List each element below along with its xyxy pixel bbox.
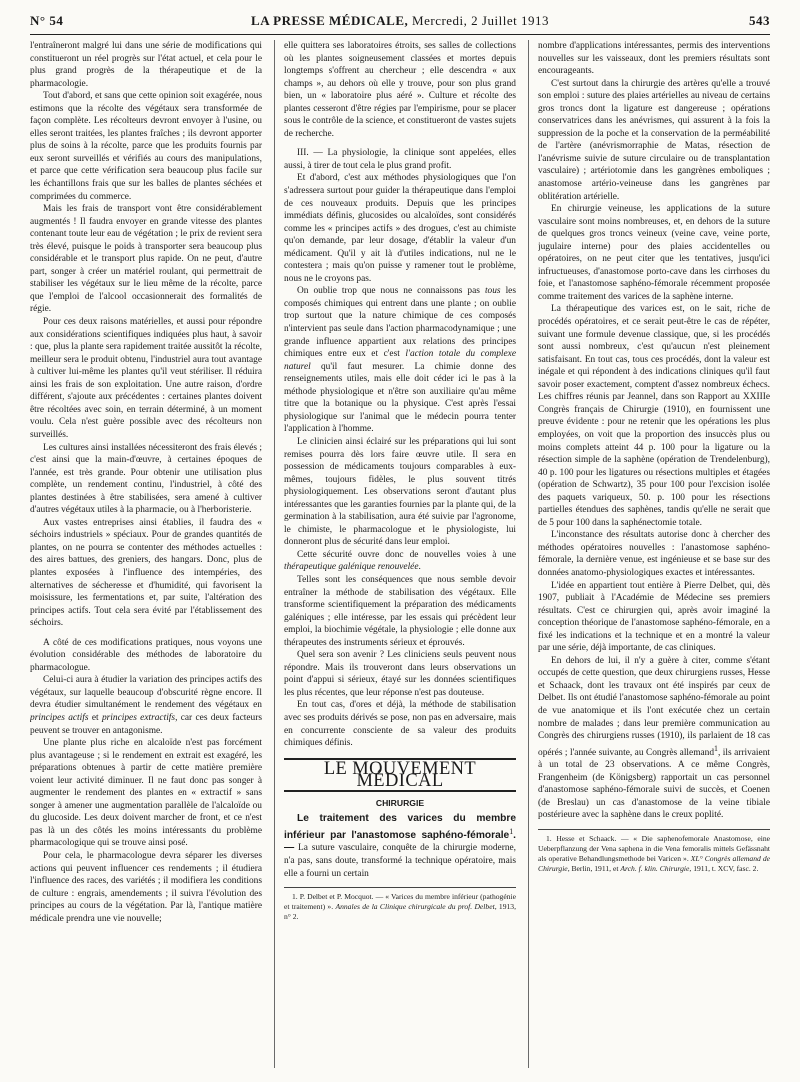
paragraph: L'inconstance des résultats autorise donc à chercher des méthodes opératoires nouvelles : l'anastomose saphéno-fémorale, la dernière venue, est ingénieuse et se base sur des données anatomo-physiologiques exactes et intéressantes. <box>538 530 770 578</box>
italic-text: l'action totale du complexe naturel <box>284 349 516 372</box>
text-run: , Berlin, 1911, et <box>567 864 621 874</box>
article-text: La suture vasculaire, conquête de la chirurgie moderne, n'a pas, sans doute, transformé la technique opératoire, mais elle a fourni un certain <box>284 843 516 879</box>
journal-title <box>30 13 770 29</box>
text-run: , 1911, t. XCV, fasc. 2. <box>689 864 759 874</box>
paragraph: Tout d'abord, et sans que cette opinion soit exagérée, nous estimons que la récolte des végétaux sera transformée de façon complète. Les récolteurs devront envoyer à l'usine, ou elles seront traitées, les plantes fraîches ; ils devront apporter plus de soins à la récolte, parce que les produits fournis par eux seront surveillés et vérifiés au cours des manipulations, et parce que cette vérification sera beaucoup plus facile sur les échantillons frais que sur les balles de plantes séchées et comprimées du commerce. <box>30 91 262 202</box>
italic-text: Arch. f. klin. Chirurgie <box>620 864 690 874</box>
text-run: , ils arrivaient à un total de 23 observations. A ce même Congrès, Frangenheim (de Königsberg) rapportait un cas personnel d'anastomose saphéno-fémorale suivi de succès, et Coenen (de Breslau) un cas d'anastomose de la veine tibiale postérieure avec la saphène dans le creux poplité. <box>538 747 770 821</box>
paragraph: Une plante plus riche en alcaloïde n'est pas forcément plus avantageuse ; si le rendement en extrait est exagéré, les préparations obtenues à partir de cette matière première voient leur activité diminuer. Il ne faut donc pas songer à augmenter le rendement des plantes en « extractif » sans songer à amener une augmentation parallèle de l'alcaloïde ou du glucoside. Les deux doivent marcher de front, et ce n'est pas là un des côtés les moins intéressants du problème pharmacologique qui se trouve ainsi posé. <box>30 738 262 849</box>
column-1 <box>30 40 262 1068</box>
text-run: et <box>88 712 102 723</box>
column-2 <box>284 40 516 1068</box>
paragraph: En tout cas, d'ores et déjà, la méthode de stabilisation avec ses produits dérivés se pose, non pas en adversaire, mais en concurrente consciente de sa valeur des produits chimiques définis. <box>284 700 516 749</box>
paragraph: C'est surtout dans la chirurgie des artères qu'elle a trouvé son emploi : suture des plaies artérielles au niveau de certains gros troncs dont la ligature est dangereuse ; opérations conservatrices dans les anévrismes, qui assurent à la fois la suppression de la poche et la conservation de la perméabilité de l'artère (anévrismorraphie de Matas, résection de l'anévrisme suivie de suture circulaire ou de transplantation vasculaire) ; artériotomie dans les gangrènes emboliques ; anastomose artério-veineuse dans les gangrènes par oblitération artérielle. <box>538 78 770 202</box>
paragraph: Pour ces deux raisons matérielles, et aussi pour répondre aux considérations scientifiques indiquées plus haut, à savoir : que, plus la plante sera rapidement traitée aussitôt la récolte, meilleur sera le produit obtenu, l'industriel aura tout avantage à cultiver lui-même les plantes qu'il veut stériliser. Il réduira ainsi les frais de son exploitation. Une autre raison, d'ordre différent, s'ajoute aux précédentes : certaines plantes doivent être récoltées avec soin, en terrain déterminé, à un moment voulu. Cela n'est guère possible avec des récolteurs non surveillés. <box>30 317 262 440</box>
italic-text: Annales de la Clinique chirurgicale du prof. Delbet <box>335 902 495 912</box>
italic-text: thérapeutique galénique renouvelée <box>284 562 419 573</box>
footnote-text <box>538 834 770 874</box>
paragraph: Pour cela, le pharmacologue devra séparer les diverses actions qui peuvent influencer ces rendements ; il étudiera l'influence des races, des variétés ; il modifiera les conditions de culture : engrais, amendements ; il suivra l'évolution des principes au cours de la végétation. Par là, l'antique matière médicale prendra une vie nouvelle; <box>30 851 262 924</box>
footnote-ref: 1 <box>714 743 718 753</box>
italic-text: principes extractifs <box>101 712 176 723</box>
article-title-dash: . — <box>284 829 516 854</box>
text-run: les composés chimiques qui entrent dans une plante ; on oublie trop surtout que la nature chimique de ces composés n'intervient pas seule dans l'action pharmacodynamique ; une grande influence appartient aux relations des principes chimiques entre eux et c'est <box>284 286 516 360</box>
column-3 <box>538 40 770 1068</box>
text-run: Cette sécurité ouvre donc de nouvelles voies à une <box>297 549 516 560</box>
paragraph: Mais les frais de transport vont être considérablement augmentés ! Il faudra envoyer en grande vitesse des plantes contenant toute leur eau de végétation ; le prix de revient sera très élevé, puisque le poids à transporter sera beaucoup plus considérable et le transport plus rapide. On ne peut, d'autre part, songer à créer un matériel roulant, qui permettrait de stabiliser les végétaux sur le lieu même de la récolte, parce que l'emploi de l'alcool occasionnerait des formalités de régie. <box>30 204 262 315</box>
column-rule <box>274 40 275 1068</box>
italic-text: principes actifs <box>30 712 89 723</box>
section-banner: LE MOUVEMENT MÉDICAL <box>284 758 516 792</box>
paragraph <box>30 674 262 737</box>
text-run: . <box>418 562 421 573</box>
footnote <box>284 887 516 922</box>
paragraph: Et d'abord, c'est aux méthodes physiologiques que l'on s'adressera surtout pour guider la thérapeutique dans l'emploi de ces nouveaux produits. Depuis que les principes immédiats définis, glucosides ou alcaloïdes, sont considérés comme les « principes actifs » des drogues, c'est au chimiste qu'on demande, par leur dosage, d'établir la valeur d'un médicament. Qu'il y ait là d'utiles indications, nul ne le contestera ; mais qu'on puisse y ramener tout le problème, nous ne le croyons pas. <box>284 173 516 284</box>
text-run: 1. P. Delbet et P. Mocquot. — « Varices du membre inférieur (pathogénie et traitement) ». <box>284 892 516 912</box>
paragraph: L'idée en appartient tout entière à Pierre Delbet, qui, dès 1907, publiait à l'Académie de Médecine ses premiers résultats. C'est ce chirurgien qui, après avoir imaginé la conception théorique de l'anastomose saphéno-fémorale, en a fixé les indications et la technique et en a montré la valeur par une série, déjà importante, de cas cliniques. <box>538 580 770 654</box>
paragraph: l'entraîneront malgré lui dans une série de modifications qui constitueront un réel progrès sur l'état actuel, et cela pour le plus grand progrès de la thérapeutique et de la pharmacologie. <box>30 41 262 89</box>
paragraph: Quel sera son avenir ? Les cliniciens seuls peuvent nous répondre. Mais ils trouveront dans leurs observations un point d'appui si sérieux, étayé sur les données scientifiques les plus récentes, que leur réponse n'est pas douteuse. <box>284 650 516 698</box>
text-run: , 1913, n° 2. <box>284 902 516 922</box>
issue-date: Mercredi, 2 Juillet 1913 <box>412 13 549 28</box>
paragraph: En chirurgie veineuse, les applications de la suture vasculaire sont moins nombreuses, et, en dehors de la suture de quelques gros troncs veineux (veine cave, veine porte, jugulaire interne) pour des plaies accidentelles ou opératoires, on ne peut citer que les tentatives, jusqu'ici infructueuses, d'anastomose porto-cave dans les cirrhoses du foie, et l'anastomose saphéno-fémorale récemment proposée comme traitement des varices de la saphène interne. <box>538 204 770 302</box>
issue-number: N° 54 <box>30 13 64 28</box>
paragraph <box>538 655 770 822</box>
paragraph: nombre d'applications intéressantes, permis des interventions nouvelles sur les vaisseaux, dont les premiers résultats sont encourageants. <box>538 41 770 77</box>
text-run: , car ces deux facteurs peuvent se trouver en antagonisme. <box>30 712 262 736</box>
italic-text: XL° Congrès allemand de Chirurgie <box>538 854 770 874</box>
paragraph: La thérapeutique des varices est, on le sait, riche de procédés opératoires, et ce serait peut-être le cas de répéter, suivant une formule devenue classique, que, si les procédés sont aussi nombreux, c'est qu'aucun n'est pleinement satisfaisant. En tout cas, tous ces procédés, dont la valeur est inégale et qui répondent à des indications cliniques qu'il faut savoir poser exactement, comptent d'assez nombreux échecs. Les chiffres réunis par Jeannel, dans son Rapport au XXIIIe Congrès français de Chirurgie (1910), en fournissent une preuve évidente : pour ne retenir que les opérations les plus employées, on voit que la proportion des insuccès plus ou moins complets atteint 44 p. 100 pour la ligature ou la résection simple de la saphène (opération de Trendelenburg), 40 p. 100 pour les ligatures ou résections multiples et étagées (opération de Schwartz), 35 pour 100 pour l'excision isolée des paquets variqueux, 50. p. 100 pour les résections partielles étendues des saphènes, tandis qu'elle ne serait que de 5 pour 100 dans la saphénectomie totale. <box>538 304 770 528</box>
article-paragraph <box>284 813 516 880</box>
paragraph: Telles sont les conséquences que nous semble devoir entraîner la méthode de stabilisation des végétaux. Elle transforme scientifiquement la préparation des médicaments galéniques ; elle intéresse, par les essais qui précèdent leur emploi, la biochimie végétale, la physiologie ; elle donne aux thérapeutes des instruments sérieux et éprouvés. <box>284 574 516 648</box>
paragraph <box>284 285 516 436</box>
paragraph: Aux vastes entreprises ainsi établies, il faudra des « séchoirs industriels » spéciaux. Pour de grandes quantités de plantes, on ne pourra se contenter des méthodes actuelles : des aires battues, des greniers, des hangars. Donc, plus de plantes exposées à l'influence des intempéries, des alternatives de sécheresse et d'humidité, qui favorisent la moisissure, les fermentations et, par suite, l'altération des principes actifs. Tout cela sera évité par l'établissement des séchoirs. <box>30 517 262 629</box>
text-run: En dehors de lui, il n'y a guère à citer, comme s'étant occupés de cette question, que deux chirurgiens russes, Hesse et Schaack, dont les travaux ont été inspirés par ceux de Delbet. Ils ont étudié l'anastomose saphéno-fémorale au point de vue anatomique et ils l'ont exécutée chez un certain nombre de malades ; dans leur première communication au Congrès des chirurgiens russes (1910), ils parlaient de 18 cas opérés ; l'année suivante, au Congrès allemand <box>538 655 770 758</box>
page-number: 543 <box>749 13 770 28</box>
text-run: Celui-ci aura à étudier la variation des principes actifs des végétaux, sur laquelle beaucoup d'obscurité règne encore. Il devra étudier simultanément le rendement des végétaux en <box>30 675 262 711</box>
article-title: Le traitement des varices du membre inférieur par l'anastomose saphéno-fémorale <box>284 813 516 841</box>
journal-name: LA PRESSE MÉDICALE, <box>251 13 409 28</box>
footnote-ref: 1 <box>509 826 514 836</box>
paragraph: Les cultures ainsi installées nécessiteront des frais élevés ; c'est ainsi que la main-d'œuvre, à certaines époques de l'année, est très grande. Pour obtenir une utilisation plus complète, un rendement continu, l'industriel, à côté des plantes destinées à être stabilisées, sera amené à cultiver d'autres végétaux utiles à la pharmacie, ou à l'herboristerie. <box>30 442 262 516</box>
footnote <box>538 829 770 874</box>
italic-text: tous <box>484 286 501 297</box>
paragraph: Le clinicien ainsi éclairé sur les préparations qui lui sont remises pourra dès lors faire œuvre utile. Il sera en possession de médicaments toujours comparables à eux-mêmes, toujours fidèles, le plus souvent titrés physiologiquement. Les observations seront d'autant plus intéressantes que les garanties fournies par la plante qui, de la germination à la stabilisation, aura été suivie par l'agronome, le chimiste, le pharmacologue et le physiologiste, lui donneront plus de sécurité dans leur emploi. <box>284 436 516 548</box>
paragraph: A côté de ces modifications pratiques, nous voyons une évolution considérable des méthodes de laboratoire du pharmacologue. <box>30 637 262 673</box>
section-heading-paragraph: III. — La physiologie, la clinique sont appelées, elles aussi, à tirer de tout cela le plus grand profit. <box>284 148 516 171</box>
column-rule <box>528 40 529 1068</box>
footnote-text <box>284 892 516 922</box>
paragraph: elle quittera ses laboratoires étroits, ses salles de collections où les plantes soigneusement classées et mortes depuis longtemps s'offrent au chercheur ; elle descendra « aux champs », au dehors où elle y trouve, pour son plus grand bien, un « laboratoire plus aéré ». Culture et récolte des plantes cesseront d'être régies par l'empirisme, pour se placer sous le contrôle de la science, et constitueront de vastes sujets de recherche. <box>284 41 516 139</box>
text-run: On oublie trop que nous ne connaissons pas <box>297 286 485 297</box>
text-run: qu'il faut mesurer. La chimie donne des renseignements utiles, mais elle doit céder ici le pas à la méthode physiologique et n'être son auxiliaire qu'au même titre que la botanique ou la physique. C'est après l'essai physiologique sur l'animal que le médecin pourra tenter l'application à l'homme. <box>284 361 516 435</box>
text-run: 1. Hesse et Schaack. — « Die saphenofemorale Anastomose, eine Ueberpflanzung der Vena saphena in die Vena femoralis mittels Gefässnaht als operative Behandlungsmethode bei Varicen ». <box>538 834 770 864</box>
paragraph <box>284 549 516 574</box>
page-header <box>30 10 770 35</box>
section-subheading: CHIRURGIE <box>375 797 425 808</box>
